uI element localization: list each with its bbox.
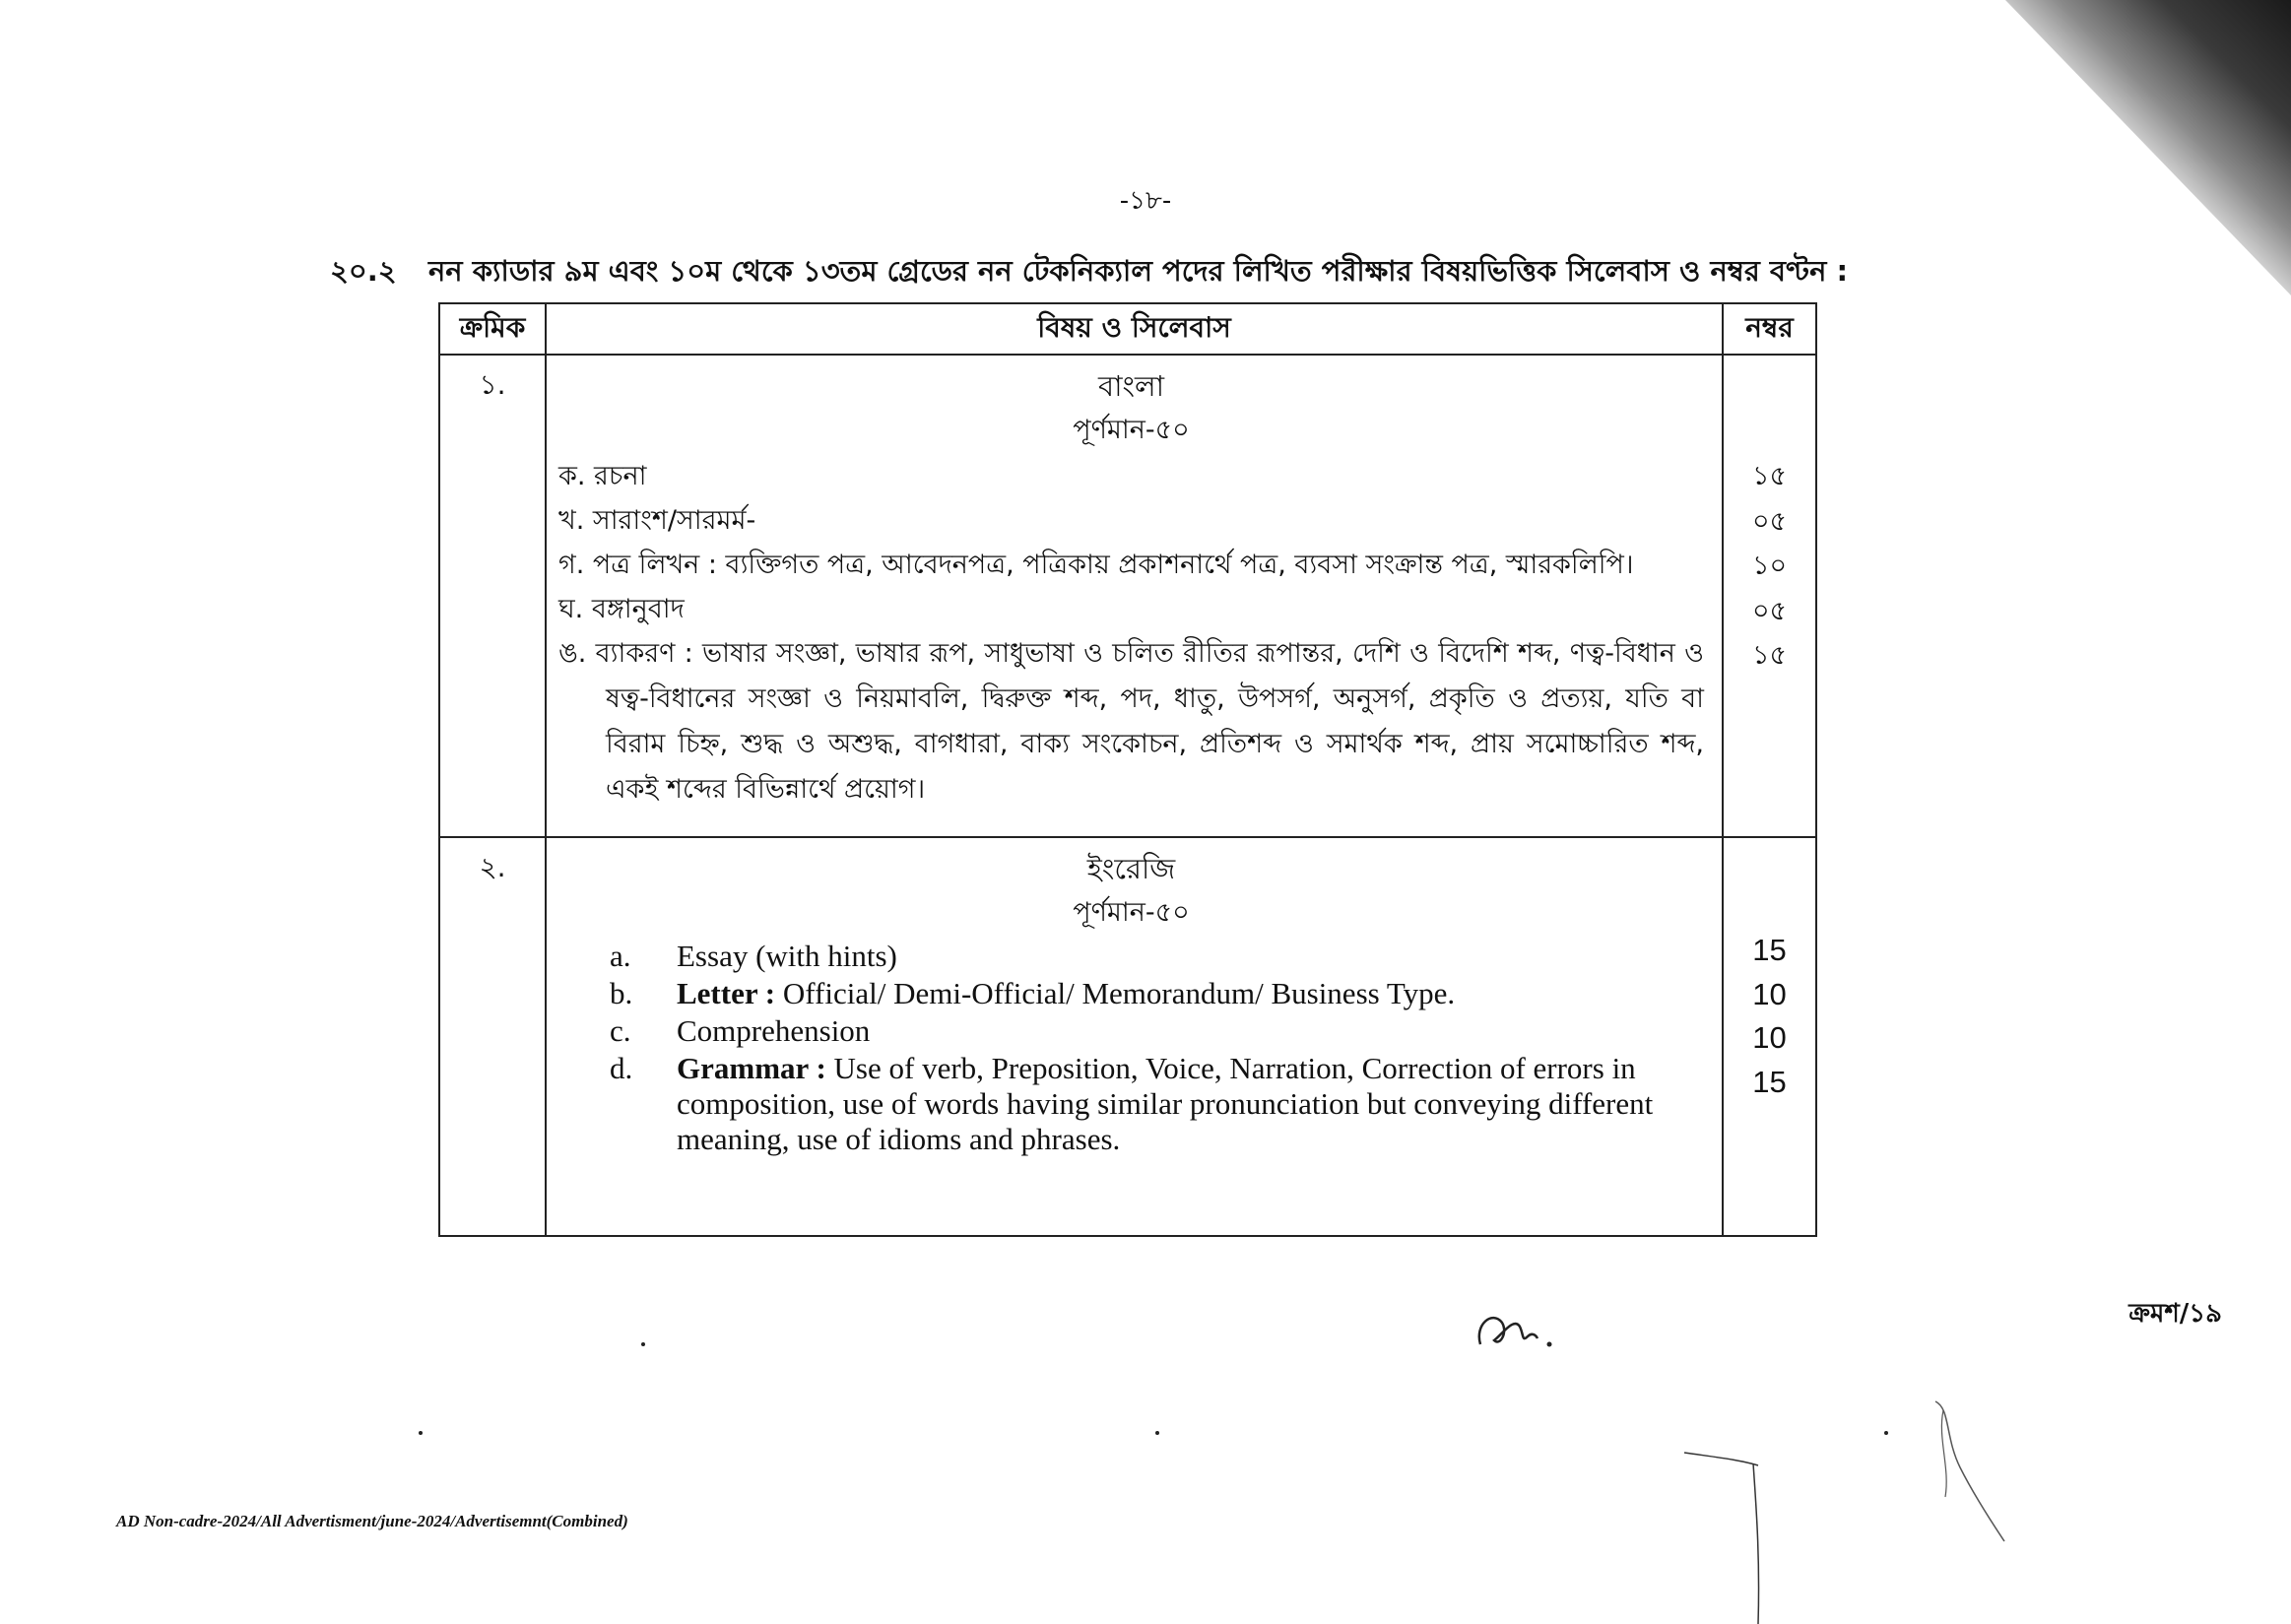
item-label: c. xyxy=(610,1013,631,1048)
marks-value: ১৫ xyxy=(1751,461,1788,491)
continued-note: ক্রমশ/১৯ xyxy=(2128,1299,2222,1329)
marks-cell-english xyxy=(1723,837,1816,1236)
speck xyxy=(641,1342,645,1346)
item-keyword: Grammar : xyxy=(677,1051,826,1085)
list-item xyxy=(558,976,1704,1011)
syllabus-cell-english xyxy=(546,837,1723,1236)
item-label: b. xyxy=(610,976,633,1010)
full-marks: পূর্ণমান-৫০ xyxy=(1073,415,1190,445)
list-item xyxy=(558,1051,1704,1157)
table-row-bangla xyxy=(439,355,1816,837)
marks-cell-bangla xyxy=(1723,355,1816,837)
syllabus-item: গ. পত্র লিখন : ব্যক্তিগত পত্র, আবেদনপত্র, পত্রিকায় প্রকাশনার্থে পত্র, ব্যবসা সংক্রান্ত পত্র, স্মারকলিপি। xyxy=(558,550,1634,580)
header-serial: ক্রমিক xyxy=(439,303,546,355)
marks-value: 15 xyxy=(1752,933,1787,967)
marks-value: ১০ xyxy=(1751,551,1788,581)
pen-marks xyxy=(1679,1398,2054,1624)
subject-title: বাংলা xyxy=(1097,369,1165,403)
marks-value: 10 xyxy=(1752,1020,1787,1055)
list-item xyxy=(558,939,1704,974)
marks-value: ০৫ xyxy=(1751,505,1788,537)
syllabus-item: ঙ. ব্যাকরণ : ভাষার সংজ্ঞা, ভাষার রূপ, সাধুভাষা ও চলিত রীতির রূপান্তর, দেশি ও বিদেশি শব্দ, ণত্ব-বিধান ও ষত্ব-বিধানের সংজ্ঞা ও নিয়মাবলি, দ্বিরুক্ত শব্দ, পদ, ধাতু, উপসর্গ, অনুসর্গ, প্রকৃতি ও প্রত্যয়, যতি বা বিরাম চিহ্ন, শুদ্ধ ও অশুদ্ধ, বাগধারা, বাক্য সংকোচন, প্রতিশব্দ ও সমার্থক শব্দ, প্রায় সমোচ্চারিত শব্দ, একই শব্দের বিভিন্নার্থে প্রয়োগ। xyxy=(558,638,1704,805)
marks-value: 15 xyxy=(1752,1064,1787,1099)
item-label: a. xyxy=(610,939,631,973)
marks-value: ০৫ xyxy=(1751,595,1788,626)
syllabus-cell-bangla xyxy=(546,355,1723,837)
section-heading xyxy=(330,249,2201,297)
marks-value: 10 xyxy=(1752,976,1787,1011)
subject-title: ইংরেজি xyxy=(1086,852,1176,885)
initials-signature xyxy=(1473,1305,1561,1364)
section-title: নন ক্যাডার ৯ম এবং ১০ম থেকে ১৩তম গ্রেডের নন টেকনিক্যাল পদের লিখিত পরীক্ষার বিষয়ভিত্তিক সিলেবাস ও নম্বর বণ্টন : xyxy=(428,254,1849,288)
footer-path: AD Non-cadre-2024/All Advertisment/june-2024/Advertisemnt(Combined) xyxy=(116,1512,628,1530)
syllabus-table xyxy=(438,302,1817,1237)
english-syllabus-list xyxy=(558,939,1704,1157)
serial-cell: ২. xyxy=(439,837,546,1236)
item-text: Essay (with hints) xyxy=(677,939,897,973)
speck xyxy=(1884,1431,1888,1435)
serial-cell: ১. xyxy=(439,355,546,837)
syllabus-item: খ. সারাংশ/সারমর্ম- xyxy=(558,505,756,536)
header-marks: নম্বর xyxy=(1723,303,1816,355)
marks-value: ১৫ xyxy=(1751,640,1788,671)
item-text: Use of verb, Preposition, Voice, Narration, Correction of errors in composition, use of words having similar pronunciation but conveying different meaning, use of idioms and phrases. xyxy=(677,1051,1654,1156)
syllabus-item: ক. রচনা xyxy=(558,461,647,491)
item-keyword: Letter : xyxy=(677,976,776,1010)
item-text: Comprehension xyxy=(677,1013,871,1048)
syllabus-item: ঘ. বঙ্গানুবাদ xyxy=(558,594,685,624)
list-item xyxy=(558,1013,1704,1049)
item-label: d. xyxy=(610,1051,633,1085)
section-number: ২০.২ xyxy=(330,254,397,288)
speck xyxy=(419,1431,423,1435)
table-header-row xyxy=(439,303,1816,355)
table-row-english xyxy=(439,837,1816,1236)
speck xyxy=(1155,1431,1159,1435)
header-subject: বিষয় ও সিলেবাস xyxy=(546,303,1723,355)
page-number: -১৮- xyxy=(1119,186,1172,216)
item-text: Official/ Demi-Official/ Memorandum/ Business Type. xyxy=(775,976,1456,1010)
full-marks: পূর্ণমান-৫০ xyxy=(1073,897,1190,928)
